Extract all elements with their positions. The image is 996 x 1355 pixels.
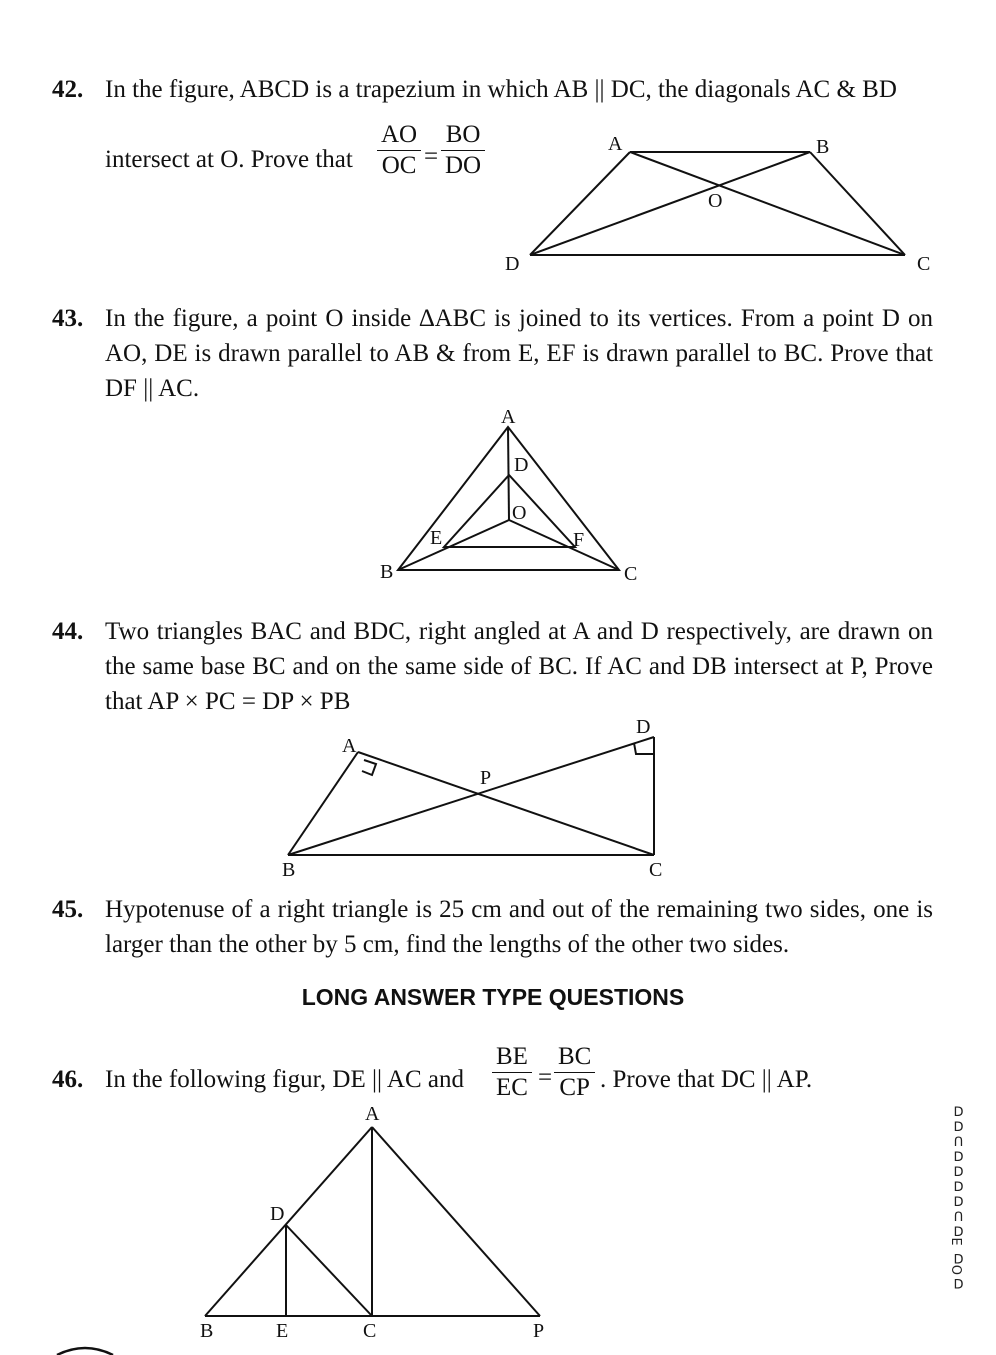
vertex-label-o: O [512, 502, 527, 524]
vertex-label-c: C [363, 1320, 377, 1342]
vertex-label-b: B [282, 859, 296, 881]
triangle-abp-figure [190, 1100, 560, 1350]
question-number: 44. [52, 618, 84, 645]
page-corner-arc [55, 1345, 115, 1355]
question-number: 42. [52, 76, 84, 103]
vertex-label-f: F [573, 529, 585, 551]
vertex-label-a: A [365, 1103, 380, 1125]
side-margin-text: ᗡOᗡ Ǝᗡᑌᗡᗡᗡᗡᑌᗡᗡ [951, 1102, 966, 1290]
fraction-denominator: DO [445, 152, 482, 179]
question-43 [0, 301, 996, 411]
trapezium-figure [495, 125, 945, 285]
fraction-numerator: BE [492, 1042, 532, 1073]
question-text: Hypotenuse of a right triangle is 25 cm and out of the remaining two sides, one is larger than the other by 5 cm, find the lengths of the other two sides. [105, 896, 933, 958]
vertex-label-p: P [480, 767, 492, 789]
fraction-be-ec [492, 1042, 532, 1103]
vertex-label-c: C [649, 859, 663, 881]
fraction-numerator: BO [441, 120, 485, 151]
fraction-denominator: OC [381, 152, 417, 179]
vertex-label-c: C [917, 253, 931, 275]
vertex-label-d: D [505, 253, 520, 275]
equals-sign: = [424, 143, 439, 170]
right-triangles-figure [270, 710, 670, 885]
question-text-before: In the following figur, DE || AC and [105, 1066, 464, 1093]
equals-sign: = [538, 1064, 553, 1091]
question-number: 46. [52, 1066, 84, 1093]
question-text-line1: In the figure, ABCD is a trapezium in which AB || DC, the diagonals AC & BD [105, 76, 897, 103]
vertex-label-e: E [276, 1320, 289, 1342]
question-44 [0, 614, 996, 724]
vertex-label-p: P [533, 1320, 545, 1342]
question-text-line2: intersect at O. Prove that [105, 146, 353, 173]
question-text: In the figure, a point O inside ∆ABC is joined to its vertices. From a point D on AO, DE is drawn parallel to AB & from E, EF is drawn parallel to BC. Prove that DF || AC. [105, 305, 933, 402]
vertex-label-o: O [708, 190, 723, 212]
vertex-label-b: B [200, 1320, 214, 1342]
triangle-abc-figure [370, 400, 650, 590]
vertex-label-a: A [501, 406, 516, 428]
vertex-label-a: A [608, 133, 623, 155]
question-text: Two triangles BAC and BDC, right angled at A and D respectively, are drawn on the same base BC and on the same side of BC. If AC and DB intersect at P, Prove that AP × PC = DP × PB [105, 618, 933, 715]
question-45 [0, 892, 996, 967]
section-heading: LONG ANSWER TYPE QUESTIONS [301, 984, 685, 1010]
question-number: 45. [52, 896, 84, 923]
fraction-denominator: CP [559, 1074, 590, 1101]
vertex-label-d: D [270, 1203, 285, 1225]
vertex-label-a: A [342, 735, 357, 757]
vertex-label-d: D [636, 716, 651, 738]
vertex-label-d: D [514, 454, 529, 476]
fraction-ao-oc [377, 120, 421, 181]
fraction-denominator: EC [496, 1074, 528, 1101]
vertex-label-b: B [380, 561, 394, 583]
vertex-label-c: C [624, 563, 638, 585]
question-number: 43. [52, 305, 84, 332]
fraction-bo-do [441, 120, 485, 181]
fraction-bc-cp [554, 1042, 595, 1103]
question-text-after: . Prove that DC || AP. [600, 1066, 813, 1093]
fraction-numerator: AO [377, 120, 421, 151]
fraction-numerator: BC [554, 1042, 595, 1073]
vertex-label-b: B [816, 136, 830, 158]
vertex-label-e: E [430, 527, 443, 549]
